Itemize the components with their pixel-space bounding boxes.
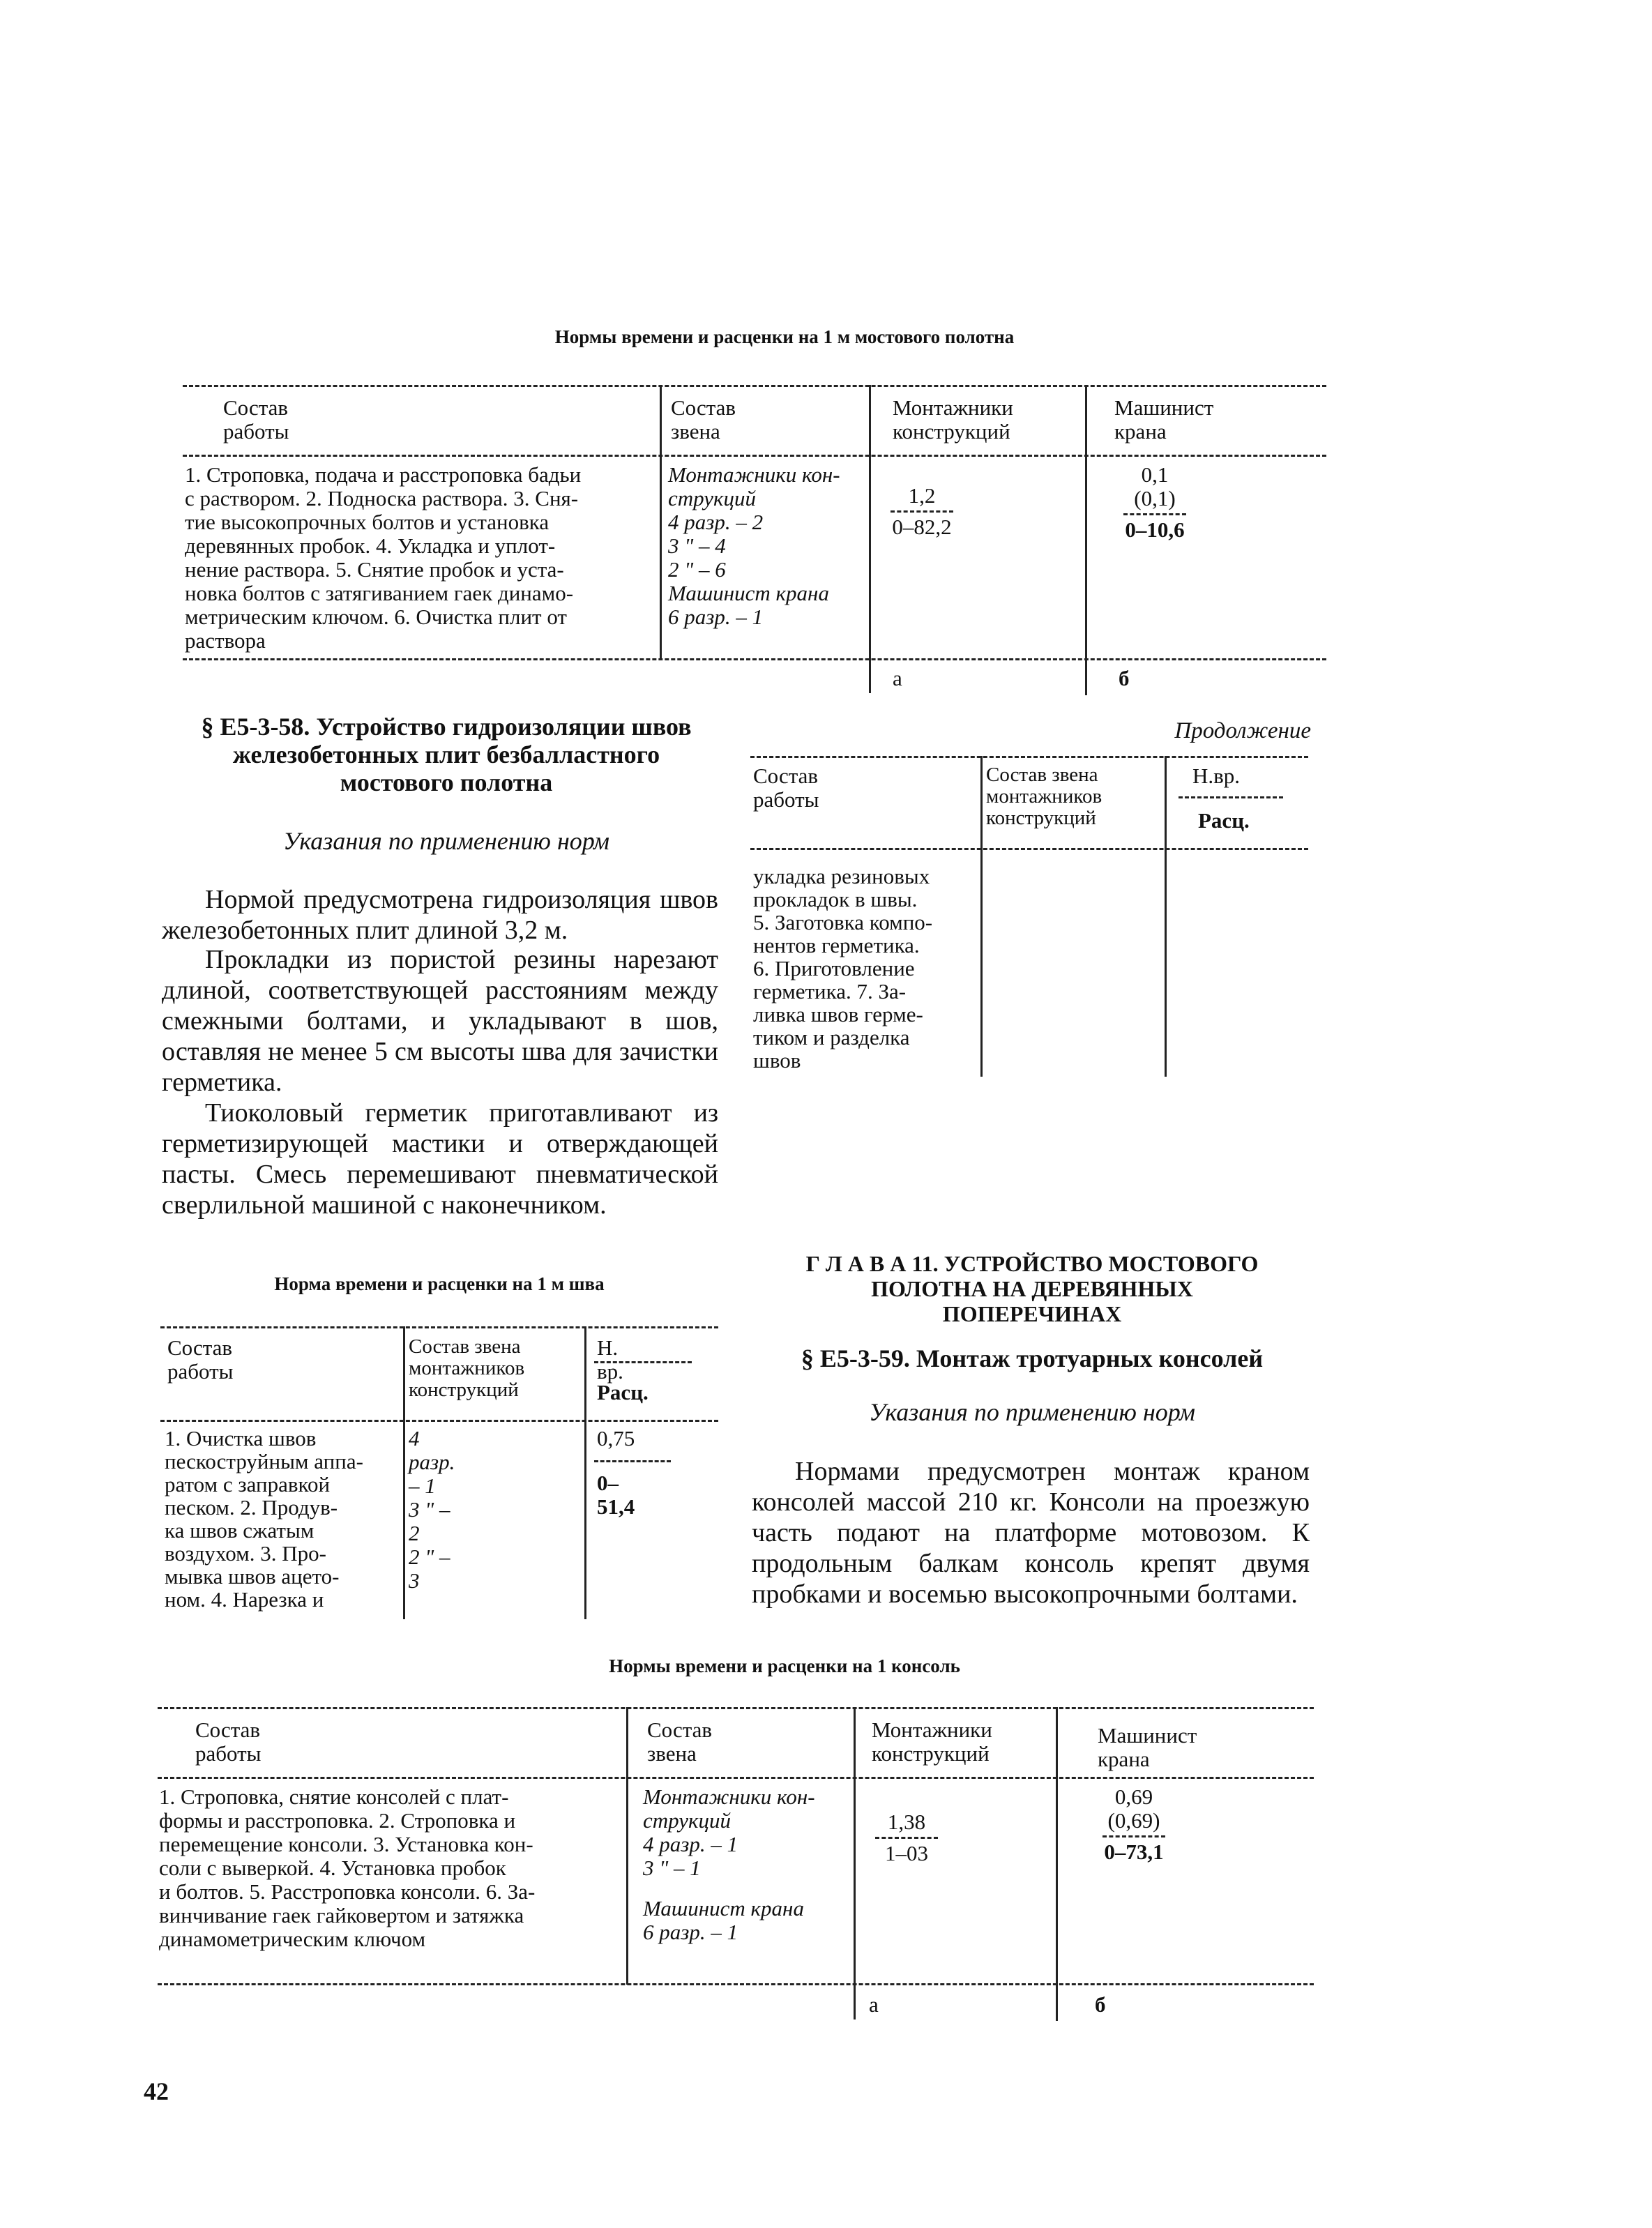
table4-header-crew: Состав звена bbox=[647, 1718, 713, 1766]
table1-header-work: Состав работы bbox=[223, 395, 289, 444]
table1-col-a-rate: 0–82,2 bbox=[892, 515, 952, 539]
table1-foot-a: а bbox=[893, 666, 902, 690]
table3-work-text: укладка резиновых прокладок в швы. 5. Заготовка компо- нентов герметика. 6. Приготовление герметика. 7. За- ливка швов герме- тиком и разделка швов bbox=[753, 864, 933, 1073]
table1-col-b-time: 0,1 (0,1) bbox=[1134, 462, 1176, 510]
table3-header-time: Н.вр. bbox=[1192, 764, 1241, 788]
table1-header-crane: Машинист крана bbox=[1114, 395, 1214, 444]
table4-foot-a: а bbox=[869, 1992, 879, 2017]
table4-col-a-value bbox=[865, 1810, 948, 1865]
table1-header-installers: Монтажники конструкций bbox=[893, 395, 1013, 444]
table4-work-text: 1. Строповка, снятие консолей с плат- формы и расстроповка. 2. Строповка и перемещение консоли. 3. Установка кон- соли с выверкой. 4. Установка пробок и болтов. 5. Расстроповка консоли. 6. За- винчивание гаек гайковертом и затяжка динамометрическим ключом bbox=[159, 1784, 536, 1951]
table4-col-b-value bbox=[1092, 1785, 1176, 1864]
table4-header-work: Состав работы bbox=[195, 1718, 262, 1766]
table4-crew-text-2: Машинист крана 6 разр. – 1 bbox=[643, 1896, 804, 1944]
table2-rate: 0–51,4 bbox=[597, 1471, 635, 1519]
section58-subtitle: Указания по применению норм bbox=[283, 827, 609, 855]
section59-subtitle: Указания по применению норм bbox=[869, 1398, 1195, 1426]
table4-header-crane: Машинист крана bbox=[1098, 1723, 1197, 1771]
table1-col-a-value bbox=[880, 484, 964, 539]
table4-col-a-rate: 1–03 bbox=[885, 1841, 928, 1865]
chapter11-title: Г Л А В А 11. УСТРОЙСТВО МОСТОВОГО ПОЛОТНА НА ДЕРЕВЯННЫХ ПОПЕРЕЧИНАХ bbox=[805, 1251, 1259, 1326]
table4-crew-text-1: Монтажники кон- струкций 4 разр. – 1 3 " – 1 bbox=[643, 1784, 815, 1880]
table1-foot-b: б bbox=[1119, 666, 1130, 690]
section58-title: § Е5-3-58. Устройство гидроизоляции швов железобетонных плит безбалластного мостового полотна bbox=[201, 713, 692, 796]
table1-work-text: 1. Строповка, подача и расстроповка бадьи с раствором. 2. Подноска раствора. 3. Сня- тие высокопрочных болтов и установка деревянных пробок. 4. Укладка и уплот- нение раствора. 5. Снятие пробок и уста- новка болтов с затягиванием гаек динамо- метрическим ключом. 6. Очистка плит от раствора bbox=[185, 462, 582, 653]
table2-crew-text: 4 разр. – 1 3 " – 2 2 " – 3 bbox=[409, 1426, 455, 1593]
table4-header-installers: Монтажники конструкций bbox=[872, 1718, 992, 1766]
table3-header-crew: Состав звена монтажников конструкций bbox=[986, 764, 1102, 829]
section59-title: § Е5-3-59. Монтаж тротуарных консолей bbox=[801, 1344, 1264, 1372]
table2-header-time: Н. вр. bbox=[597, 1335, 623, 1384]
section58-paragraph-1: Нормой предусмотрена гидроизоляция швов железобетонных плит длиной 3,2 м. bbox=[162, 885, 718, 945]
table2-time: 0,75 bbox=[597, 1426, 635, 1450]
page-number: 42 bbox=[144, 2077, 169, 2105]
table2-header-rate: Расц. bbox=[597, 1380, 649, 1404]
table2-caption: Норма времени и расценки на 1 м шва bbox=[274, 1273, 605, 1294]
table4-foot-b: б bbox=[1095, 1992, 1106, 2017]
table1-crew-text: Монтажники кон- струкций 4 разр. – 2 3 " – 4 2 " – 6 Машинист крана 6 разр. – 1 bbox=[668, 462, 840, 629]
section58-paragraph-3: Тиоколовый герметик приготавливают из герметизирующей мастики и отверждающей пасты. Смесь перемешивают пневматической сверлильной машиной с наконечником. bbox=[162, 1098, 718, 1220]
table1-header-crew: Состав звена bbox=[671, 395, 736, 444]
table3-header-work: Состав работы bbox=[753, 764, 819, 812]
table3-continuation: Продолжение bbox=[1174, 718, 1311, 743]
table2-header-work: Состав работы bbox=[167, 1335, 234, 1384]
table1-caption: Нормы времени и расценки на 1 м мостового полотна bbox=[554, 326, 1015, 347]
table4-col-b-time: 0,69 (0,69) bbox=[1107, 1784, 1160, 1833]
table2-header-crew: Состав звена монтажников конструкций bbox=[409, 1335, 525, 1401]
section58-paragraph-2: Прокладки из пористой резины нарезают длиной, соответствующей расстояниям между смежными болтами, и укладывают в шов, оставляя не менее 5 см высоты шва для зачистки герметика. bbox=[162, 945, 718, 1097]
table4-col-a-time: 1,38 bbox=[887, 1810, 926, 1834]
table2-work-text: 1. Очистка швов пескоструйным аппа- ратом с заправкой песком. 2. Продув- ка швов сжатым воздухом. 3. Про- мывка швов ацето- ном. 4. Нарезка и bbox=[165, 1426, 363, 1612]
table1-col-a-time: 1,2 bbox=[908, 483, 936, 508]
table4-caption: Нормы времени и расценки на 1 консоль bbox=[609, 1655, 960, 1676]
table3-header-rate: Расц. bbox=[1198, 808, 1250, 833]
table1-col-b-rate: 0–10,6 bbox=[1125, 517, 1185, 542]
table1-col-b-value bbox=[1113, 463, 1197, 542]
section59-paragraph-1: Нормами предусмотрен монтаж краном консолей массой 210 кг. Консоли на проезжую часть подают на платформе мотовозом. К продольным балкам консоль крепят двумя пробками и восемью высокопрочными болтами. bbox=[752, 1457, 1310, 1609]
table4-col-b-rate: 0–73,1 bbox=[1104, 1840, 1164, 1864]
